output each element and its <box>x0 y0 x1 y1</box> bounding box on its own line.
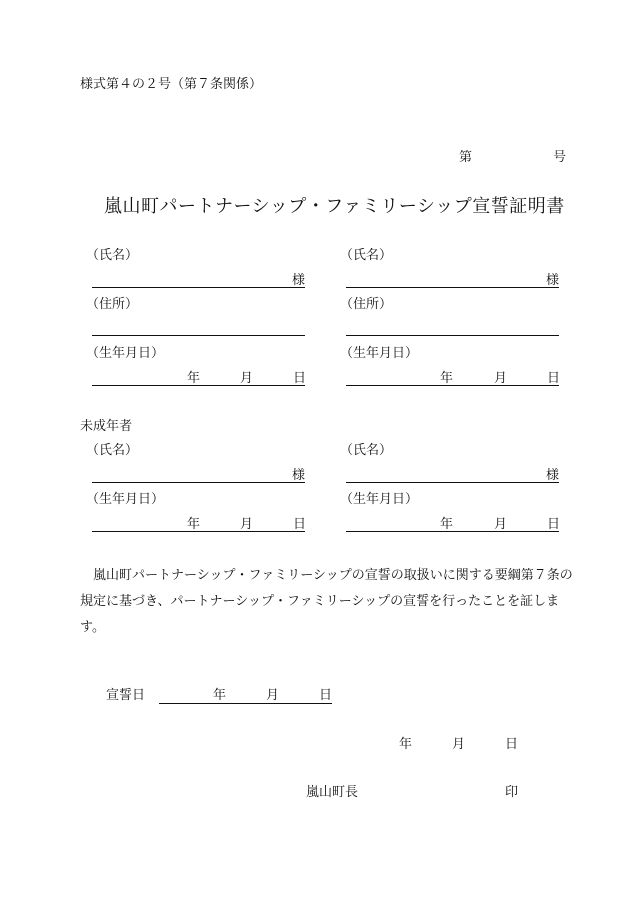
minor-heading: 未成年者 <box>80 419 133 434</box>
name-line-left <box>92 287 305 288</box>
honorific-right: 様 <box>546 273 560 288</box>
certificate-title: 嵐山町パートナーシップ・ファミリーシップ宣誓証明書 <box>104 196 565 217</box>
issue-day: 日 <box>505 737 519 752</box>
minor-day-left: 日 <box>293 517 307 532</box>
oath-month: 月 <box>266 688 280 703</box>
name-label-right: （氏名） <box>340 248 393 263</box>
minor-year-left: 年 <box>187 517 201 532</box>
form-code: 様式第４の２号（第７条関係） <box>80 77 263 92</box>
minor-birth-label-left: （生年月日） <box>86 492 165 507</box>
year-left: 年 <box>187 371 201 386</box>
birth-label-left: （生年月日） <box>86 346 165 361</box>
day-left: 日 <box>293 371 307 386</box>
month-left: 月 <box>240 371 254 386</box>
minor-honorific-right: 様 <box>546 468 560 483</box>
seal-mark: 印 <box>505 785 519 800</box>
minor-birth-line-left <box>92 531 305 532</box>
minor-name-label-right: （氏名） <box>340 443 393 458</box>
issuer-title: 嵐山町長 <box>306 785 359 800</box>
month-right: 月 <box>494 371 508 386</box>
minor-birth-label-right: （生年月日） <box>340 492 419 507</box>
birth-label-right: （生年月日） <box>340 346 419 361</box>
name-line-right <box>346 287 559 288</box>
number-prefix: 第 <box>459 150 473 165</box>
minor-year-right: 年 <box>440 517 454 532</box>
minor-honorific-left: 様 <box>292 468 306 483</box>
minor-name-line-right <box>346 482 559 483</box>
address-label-left: （住所） <box>86 297 139 312</box>
honorific-left: 様 <box>292 273 306 288</box>
birth-line-right <box>346 385 559 386</box>
address-label-right: （住所） <box>340 297 393 312</box>
address-line-left <box>92 335 305 336</box>
address-line-right <box>346 335 559 336</box>
minor-name-label-left: （氏名） <box>86 443 139 458</box>
oath-day: 日 <box>319 688 333 703</box>
minor-month-right: 月 <box>494 517 508 532</box>
certification-statement <box>80 563 580 641</box>
minor-month-left: 月 <box>240 517 254 532</box>
minor-name-line-left <box>92 482 305 483</box>
statement-text: 嵐山町パートナーシップ・ファミリーシップの宣誓の取扱いに関する要綱第７条の規定に基づき、パートナーシップ・ファミリーシップの宣誓を行ったことを証します。 <box>80 568 573 635</box>
minor-day-right: 日 <box>547 517 561 532</box>
birth-line-left <box>92 385 305 386</box>
day-right: 日 <box>547 371 561 386</box>
year-right: 年 <box>440 371 454 386</box>
issue-month: 月 <box>452 737 466 752</box>
name-label-left: （氏名） <box>86 248 139 263</box>
number-suffix: 号 <box>553 150 567 165</box>
minor-birth-line-right <box>346 531 559 532</box>
oath-date-line <box>159 703 332 704</box>
oath-year: 年 <box>213 688 227 703</box>
oath-date-label: 宣誓日 <box>106 688 146 703</box>
issue-year: 年 <box>399 737 413 752</box>
